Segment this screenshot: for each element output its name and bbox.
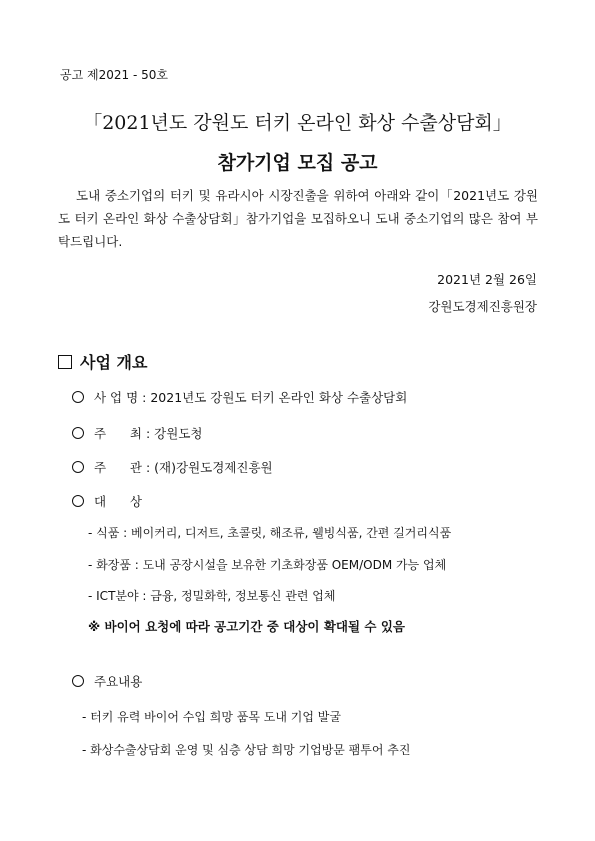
- circle-bullet-icon: [72, 391, 84, 403]
- target-item: - 화장품 : 도내 공장시설을 보유한 기초화장품 OEM/ODM 가능 업체: [88, 558, 447, 572]
- main-content-item: - 화상수출상담회 운영 및 심층 상담 희망 기업방문 팸투어 추진: [82, 743, 411, 757]
- target-note: ※ 바이어 요청에 따라 공고기간 중 대상이 확대될 수 있음: [88, 619, 405, 634]
- item-value: (재)강원도경제진흥원: [154, 460, 273, 475]
- document-subtitle: 참가기업 모집 공고: [217, 152, 378, 174]
- item-label: 주 최: [94, 426, 142, 441]
- main-content-heading: [72, 672, 142, 690]
- main-content-title: 주요내용: [94, 674, 143, 689]
- section-title: 사업 개요: [80, 353, 148, 372]
- issue-date: 2021년 2월 26일: [437, 272, 537, 287]
- overview-item-project: 사 업 명 : 2021년도 강원도 터키 온라인 화상 수출상담회: [72, 388, 407, 406]
- overview-item-target: [72, 492, 142, 510]
- item-label: 사 업 명: [94, 390, 139, 405]
- notice-number: 공고 제2021 - 50호: [60, 68, 168, 82]
- target-item: - 식품 : 베이커리, 디저트, 초콜릿, 해조류, 웰빙식품, 간편 길거리식품: [88, 526, 452, 540]
- target-item: - ICT분야 : 금융, 정밀화학, 정보통신 관련 업체: [88, 589, 336, 603]
- overview-item-organizer: 주 관 : (재)강원도경제진흥원: [72, 458, 273, 476]
- item-value: 2021년도 강원도 터키 온라인 화상 수출상담회: [150, 390, 408, 405]
- item-label: 대 상: [94, 494, 142, 509]
- checkbox-square-icon: [58, 355, 72, 369]
- main-content-item: - 터키 유력 바이어 수입 희망 품목 도내 기업 발굴: [82, 710, 341, 724]
- circle-bullet-icon: [72, 495, 84, 507]
- section-heading: [58, 350, 147, 373]
- item-value: 강원도청: [154, 426, 203, 441]
- circle-bullet-icon: [72, 675, 84, 687]
- intro-paragraph: 도내 중소기업의 터키 및 유라시아 시장진출을 위하여 아래와 같이「2021년도 강원도 터키 온라인 화상 수출상담회」참가기업을 모집하오니 도내 중소기업의 많은 참여 부탁드립니다.: [58, 188, 538, 249]
- overview-item-host: 주 최 : 강원도청: [72, 424, 202, 442]
- circle-bullet-icon: [72, 427, 84, 439]
- document-title: 「2021년도 강원도 터키 온라인 화상 수출상담회」: [83, 112, 512, 134]
- circle-bullet-icon: [72, 461, 84, 473]
- issuer-name: 강원도경제진흥원장: [428, 299, 537, 314]
- item-label: 주 관: [94, 460, 142, 475]
